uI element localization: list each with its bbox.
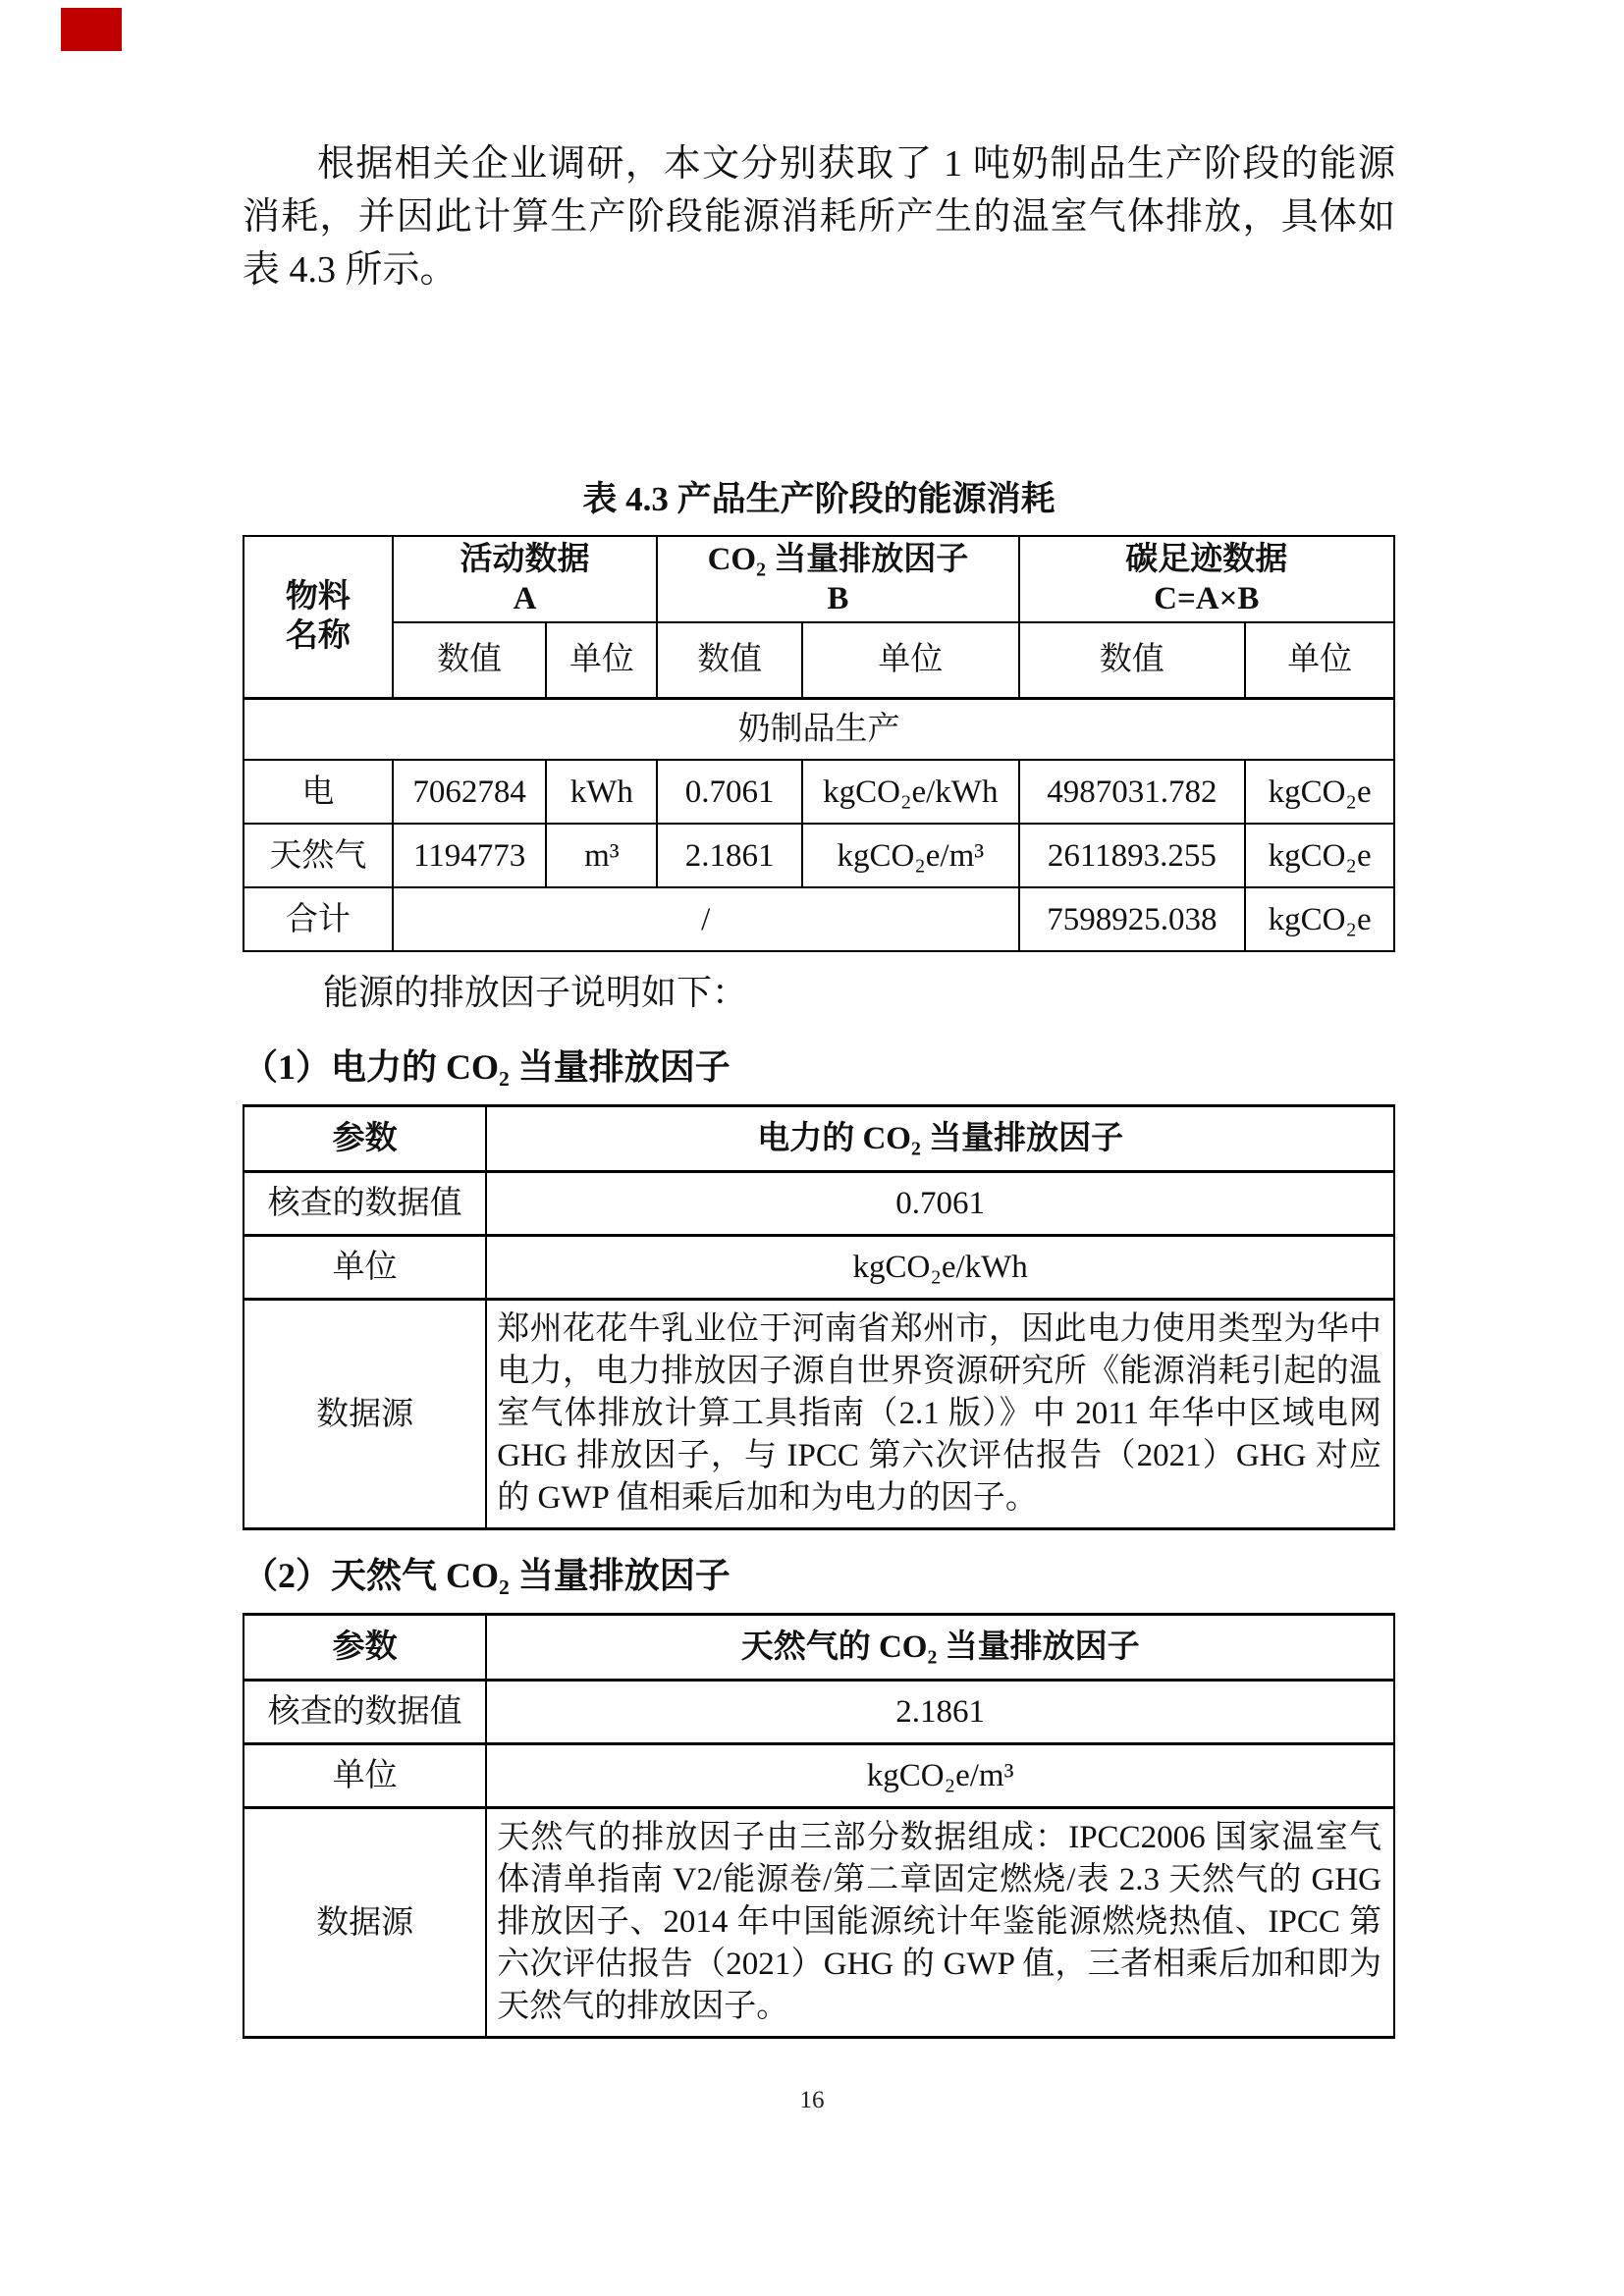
section-row-dairy-production bbox=[244, 698, 1394, 760]
table-header-groups bbox=[244, 536, 1394, 622]
subheader-a-unit: 单位 bbox=[546, 622, 657, 698]
page-content bbox=[243, 0, 1395, 2039]
unit-row bbox=[244, 1744, 1394, 1808]
checked-value: 2.1861 bbox=[486, 1681, 1394, 1744]
checked-label: 核查的数据值 bbox=[244, 1681, 486, 1744]
energy-consumption-table bbox=[243, 535, 1395, 952]
cell-total-c-unit: kgCO₂e bbox=[1245, 887, 1394, 951]
unit-value: kgCO₂e/kWh bbox=[486, 1236, 1394, 1300]
unit-row bbox=[244, 1236, 1394, 1300]
cell-material: 天然气 bbox=[244, 824, 393, 887]
cell-c-value: 2611893.255 bbox=[1019, 824, 1246, 887]
cell-b-unit: kgCO₂e/m³ bbox=[802, 824, 1019, 887]
factors-note: 能源的排放因子说明如下： bbox=[323, 973, 748, 1012]
header-footprint-line2: C=A×B bbox=[1154, 581, 1260, 616]
subheader-b-unit: 单位 bbox=[802, 622, 1019, 698]
table-4-3-title: 表 4.3 产品生产阶段的能源消耗 bbox=[582, 480, 1056, 518]
natural-gas-factor-table bbox=[243, 1613, 1395, 2039]
cell-a-unit: kWh bbox=[546, 760, 657, 824]
cell-c-unit: kgCO₂e bbox=[1245, 760, 1394, 824]
cell-b-unit: kgCO₂e/kWh bbox=[802, 760, 1019, 824]
cell-b-value: 0.7061 bbox=[657, 760, 802, 824]
page-number: 16 bbox=[799, 2087, 825, 2113]
table-row-total bbox=[244, 887, 1394, 951]
cell-a-unit: m³ bbox=[546, 824, 657, 887]
cell-total-label: 合计 bbox=[244, 887, 393, 951]
header-activity-data bbox=[393, 536, 658, 622]
source-text: 郑州花花牛乳业位于河南省郑州市，因此电力使用类型为华中电力，电力排放因子源自世界资源研究所《能源消耗引起的温室气体排放计算工具指南（2.1 版）》中 2011 年华中区域电网 GHG 排放因子，与 IPCC 第六次评估报告（2021）GHG 对应的 GWP 值相乘后加和为电力的因子。 bbox=[486, 1300, 1394, 1529]
intro-paragraph: 根据相关企业调研，本文分别获取了 1 吨奶制品生产阶段的能源消耗，并因此计算生产阶段能源消耗所产生的温室气体排放，具体如表 4.3 所示。 bbox=[243, 143, 1395, 291]
header-footprint-line1: 碳足迹数据 bbox=[1125, 542, 1288, 577]
subheader-a-value: 数值 bbox=[393, 622, 547, 698]
header-activity-line1: 活动数据 bbox=[460, 542, 590, 577]
header-material-line1: 物料 bbox=[285, 579, 351, 615]
header-co2-factor bbox=[657, 536, 1018, 622]
unit-label: 单位 bbox=[244, 1744, 486, 1808]
cell-material: 电 bbox=[244, 760, 393, 824]
cell-c-value: 4987031.782 bbox=[1019, 760, 1246, 824]
cell-b-value: 2.1861 bbox=[657, 824, 802, 887]
param-header-row bbox=[244, 1615, 1394, 1681]
cell-total-c-value: 7598925.038 bbox=[1019, 887, 1246, 951]
unit-value: kgCO₂e/m³ bbox=[486, 1744, 1394, 1808]
table-row-electricity bbox=[244, 760, 1394, 824]
checked-value: 0.7061 bbox=[486, 1172, 1394, 1236]
source-label: 数据源 bbox=[244, 1808, 486, 2038]
subheader-c-value: 数值 bbox=[1019, 622, 1246, 698]
red-highlight-marker bbox=[61, 8, 122, 51]
checked-label: 核查的数据值 bbox=[244, 1172, 486, 1236]
header-material-name bbox=[244, 536, 393, 698]
param-value: 电力的 CO₂ 当量排放因子 bbox=[486, 1106, 1394, 1172]
subheader-b-value: 数值 bbox=[657, 622, 802, 698]
header-activity-line2: A bbox=[513, 581, 537, 616]
header-co2-line1: CO₂ 当量排放因子 bbox=[707, 542, 969, 577]
cell-c-unit: kgCO₂e bbox=[1245, 824, 1394, 887]
table-row-natural-gas bbox=[244, 824, 1394, 887]
data-source-row bbox=[244, 1300, 1394, 1529]
param-value: 天然气的 CO₂ 当量排放因子 bbox=[486, 1615, 1394, 1681]
header-co2-line2: B bbox=[827, 581, 849, 616]
cell-total-merged: / bbox=[393, 887, 1019, 951]
section-1-heading: （1）电力的 CO₂ 当量排放因子 bbox=[243, 1047, 731, 1087]
section-2-heading: （2）天然气 CO₂ 当量排放因子 bbox=[243, 1556, 731, 1595]
checked-value-row bbox=[244, 1681, 1394, 1744]
checked-value-row bbox=[244, 1172, 1394, 1236]
unit-label: 单位 bbox=[244, 1236, 486, 1300]
section-row-label: 奶制品生产 bbox=[244, 698, 1394, 760]
source-label: 数据源 bbox=[244, 1300, 486, 1529]
cell-a-value: 7062784 bbox=[393, 760, 547, 824]
cell-a-value: 1194773 bbox=[393, 824, 547, 887]
param-label: 参数 bbox=[244, 1615, 486, 1681]
header-material-line2: 名称 bbox=[285, 618, 351, 655]
param-label: 参数 bbox=[244, 1106, 486, 1172]
param-header-row bbox=[244, 1106, 1394, 1172]
electricity-factor-table bbox=[243, 1104, 1395, 1530]
header-footprint-data bbox=[1019, 536, 1394, 622]
data-source-row bbox=[244, 1808, 1394, 2038]
source-text: 天然气的排放因子由三部分数据组成：IPCC2006 国家温室气体清单指南 V2/能源卷/第二章固定燃烧/表 2.3 天然气的 GHG 排放因子、2014 年中国能源统计年鉴能源燃烧热值、IPCC 第六次评估报告（2021）GHG 的 GWP 值，三者相乘后加和即为天然气的排放因子。 bbox=[486, 1808, 1394, 2038]
subheader-c-unit: 单位 bbox=[1245, 622, 1394, 698]
table-subheader bbox=[244, 622, 1394, 698]
